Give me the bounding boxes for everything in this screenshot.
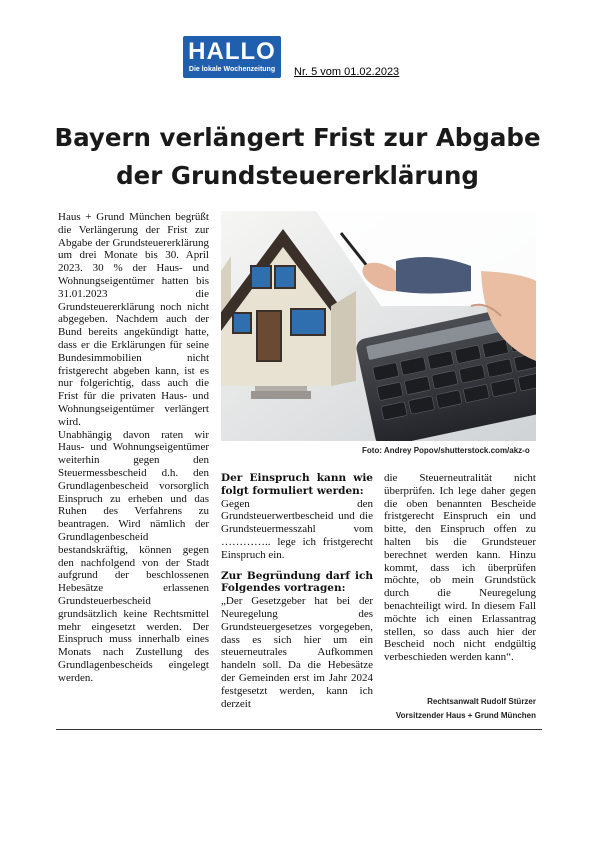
paragraph-objection: Gegen den Grundsteuerwertbescheid und die Grundsteuermesszahl vom ………….. lege ich fristgerecht Einspruch ein. <box>221 497 373 561</box>
paragraph-reasoning-continued: die Steuerneutralität nicht überprüfen. Ich lege daher gegen die oben benannten Bescheide fristgerecht Einspruch ein und bitte, den Einspruch offen zu halten bis die Grundsteuer berechnet werden kann. Hinzu kommt, dass ich überprüfen möchte, ob mein Grundstück durch die Neuregelung benachteiligt wird. In diesem Fall möchte ich einen Erlassantrag stellen, so dass auch hier der Bescheid noch nicht endgültig verbeschieden werden kann“. <box>384 472 536 664</box>
logo-wordmark: HALLO <box>188 38 276 65</box>
paragraph-advice: Unabhängig davon raten wir Haus- und Wohnungseigentümer weiterhin gegen den Steuermessbescheid d.h. den Grundlagenbescheid vorsorglich Einspruch zu erheben und das Ruhen des Verfahrens zu beantragen. Wird nämlich der Grundlagenbescheid bestandskräftig, können gegen den nachfolgend von der Stadt aufgrund der beschlossenen Hebesätze erlassenen Grundsteuerbescheid grundsätzlich keine Rechtsmittel mehr eingesetzt werden. Der Einspruch muss innerhalb eines Monats nach Zustellung des Grundlagenbescheids eingelegt werden. <box>58 428 209 684</box>
photo-credit: Foto: Andrey Popov/shutterstock.com/akz-o <box>362 446 530 455</box>
headline <box>40 119 555 195</box>
article-column-2 <box>221 472 373 710</box>
article-column-1 <box>58 211 209 684</box>
paragraph-intro: Haus + Grund München begrüßt die Verlängerung der Frist zur Abgabe der Grundsteuererklärung um drei Monate bis 30. April 2023. 30 % der Haus- und Wohnungseigentümer hatten bis 31.01.2023 die Grundsteuererklärung noch nicht abgegeben. Nachdem auch der Bund bereits angekündigt hatte, dass er die Erklärungen für seine Bundesimmobilien nicht fristgerecht abgeben kann, ist es nur folgerichtig, dass auch die Frist für die privaten Haus- und Wohnungseigentümer verlängert wird. <box>58 211 209 428</box>
headline-line-1: Bayern verlängert Frist zur Abgabe <box>54 123 541 152</box>
headline-line-2: der Grundsteuererklärung <box>116 161 479 190</box>
house-calculator-illustration <box>221 211 536 441</box>
paragraph-reasoning: „Der Gesetzgeber hat bei der Neuregelung des Grundsteuergesetzes vorgegeben, dass es sich hier um ein steuerneutrales Aufkommen handeln soll. Da die Hebesätze der Gemeinden erst im Jahr 2024 festgesetzt werden, kann ich derzeit <box>221 595 373 710</box>
issue-number: Nr. 5 vom 01.02.2023 <box>294 66 400 78</box>
hallo-logo <box>183 36 281 78</box>
article-column-3 <box>384 472 536 664</box>
subhead-objection: Der Einspruch kann wie folgt formuliert werden: <box>221 472 373 497</box>
bottom-divider <box>56 729 542 730</box>
author-name: Rechtsanwalt Rudolf Stürzer <box>427 697 536 706</box>
subhead-reasoning: Zur Begründung darf ich Folgendes vortragen: <box>221 569 373 595</box>
article-photo <box>221 211 536 441</box>
author-role: Vorsitzender Haus + Grund München <box>395 711 536 720</box>
logo-tagline: Die lokale Wochenzeitung <box>188 66 276 73</box>
